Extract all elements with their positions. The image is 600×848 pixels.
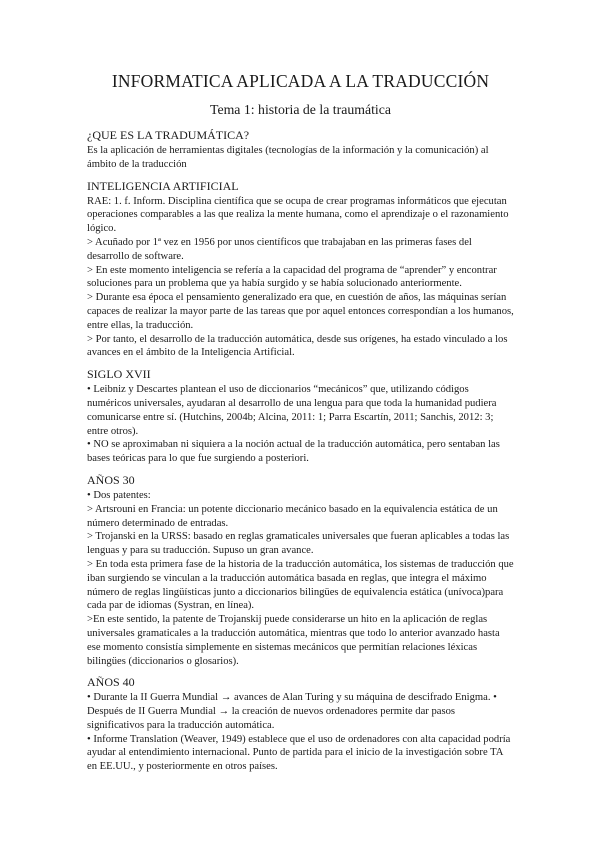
paragraph: RAE: 1. f. Inform. Disciplina científica que se ocupa de crear programas informáticos que ejecutan operaciones comparables a las que realiza la mente humana, como el aprendizaje o el razonamiento lógico.	[87, 195, 509, 235]
document-subtitle: Tema 1: historia de la traumática	[209, 102, 391, 117]
paragraph: > Artsrouni en Francia: un potente diccionario mecánico basado en la equivalencia estática de un número determinado de entradas.	[87, 503, 498, 529]
paragraph: • Informe Translation (Weaver, 1949) establece que el uso de ordenadores con alta capacidad podría ayudar al entendimiento internacional. Punto de partida para el inicio de la investigación sobre TA en EE.UU., y posteriormente en otros países.	[87, 733, 511, 773]
paragraph: • Durante la II Guerra Mundial → avances de Alan Turing y su máquina de descifrado Enigma. • Después de II Guerra Mundial → la creación de nuevos ordenadores permite dar pasos significativos para la traducción automática.	[87, 692, 497, 731]
section-heading: SIGLO XVII	[87, 367, 151, 382]
section-heading: AÑOS 40	[87, 675, 135, 690]
paragraph: > Por tanto, el desarrollo de la traducción automática, desde sus orígenes, ha estado vinculado a los avances en el ámbito de la Inteligencia Artificial.	[87, 333, 508, 359]
section-anos-30	[87, 473, 514, 668]
paragraph: > Trojanski en la URSS: basado en reglas gramaticales universales que fueran aplicables a todas las lenguas y para su traducción. Supuso un gran avance.	[87, 531, 510, 557]
section-que-es-tradumatica	[87, 128, 514, 172]
paragraph: > Acuñado por 1ª vez en 1956 por unos científicos que trabajaban en las primeras fases del desarrollo de software.	[87, 236, 472, 262]
paragraph: > En toda esta primera fase de la historia de la traducción automática, los sistemas de traducción que iban surgiendo se vinculan a la traducción automática basada en reglas, que integra el máximo número de reglas lingüísticas junto a diccionarios bilingües de equivalencia estática (unívoca)para cada par de idiomas (Systran, en línea).	[87, 558, 514, 612]
paragraph: • Leibniz y Descartes plantean el uso de diccionarios “mecánicos” que, utilizando códigos numéricos universales, ayudaran al desarrollo de una lengua para que toda la humanidad pudiera comunicarse entre sí. (Hutchins, 2004b; Alcina, 2011: 1; Parra Escartín, 2011; Sanchis, 2012: 3; entre otros).	[87, 384, 497, 437]
section-heading: ¿QUE ES LA TRADUMÁTICA?	[87, 128, 250, 142]
section-anos-40	[87, 675, 514, 774]
paragraph: > En este momento inteligencia se refería a la capacidad del programa de “aprender” y encontrar soluciones para un problema que ya había surgido y se había solucionado anteriormente.	[87, 264, 497, 290]
paragraph: >En este sentido, la patente de Trojanskij puede considerarse un hito en la aplicación de reglas universales gramaticales a la traducción automática, mientras que todo lo anterior avanzado hasta ese momento consistía simplemente en sistemas mecánicos que permitían relaciones léxicas bilingües (diccionarios o glosarios).	[87, 614, 500, 667]
document-title: INFORMATICA APLICADA A LA TRADUCCIÓN	[111, 71, 490, 91]
paragraph: Es la aplicación de herramientas digitales (tecnologías de la información y la comunicación) al ámbito de la traducción	[87, 145, 489, 170]
section-heading: INTELIGENCIA ARTIFICIAL	[87, 178, 239, 193]
section-siglo-xvii	[87, 367, 514, 466]
section-inteligencia-artificial	[87, 179, 514, 361]
paragraph: • NO se aproximaban ni siquiera a la noción actual de la traducción automática, pero sentaban las bases teóricas para lo que fue surgiendo a posteriori.	[87, 439, 500, 465]
paragraph: • Dos patentes:	[87, 489, 151, 501]
paragraph: > Durante esa época el pensamiento generalizado era que, en cuestión de años, las máquinas serían capaces de realizar la mayor parte de las tareas que por aquel entonces correspondían a los humanos, entre ellas, la traducción.	[87, 292, 514, 331]
section-heading: AÑOS 30	[87, 472, 135, 487]
